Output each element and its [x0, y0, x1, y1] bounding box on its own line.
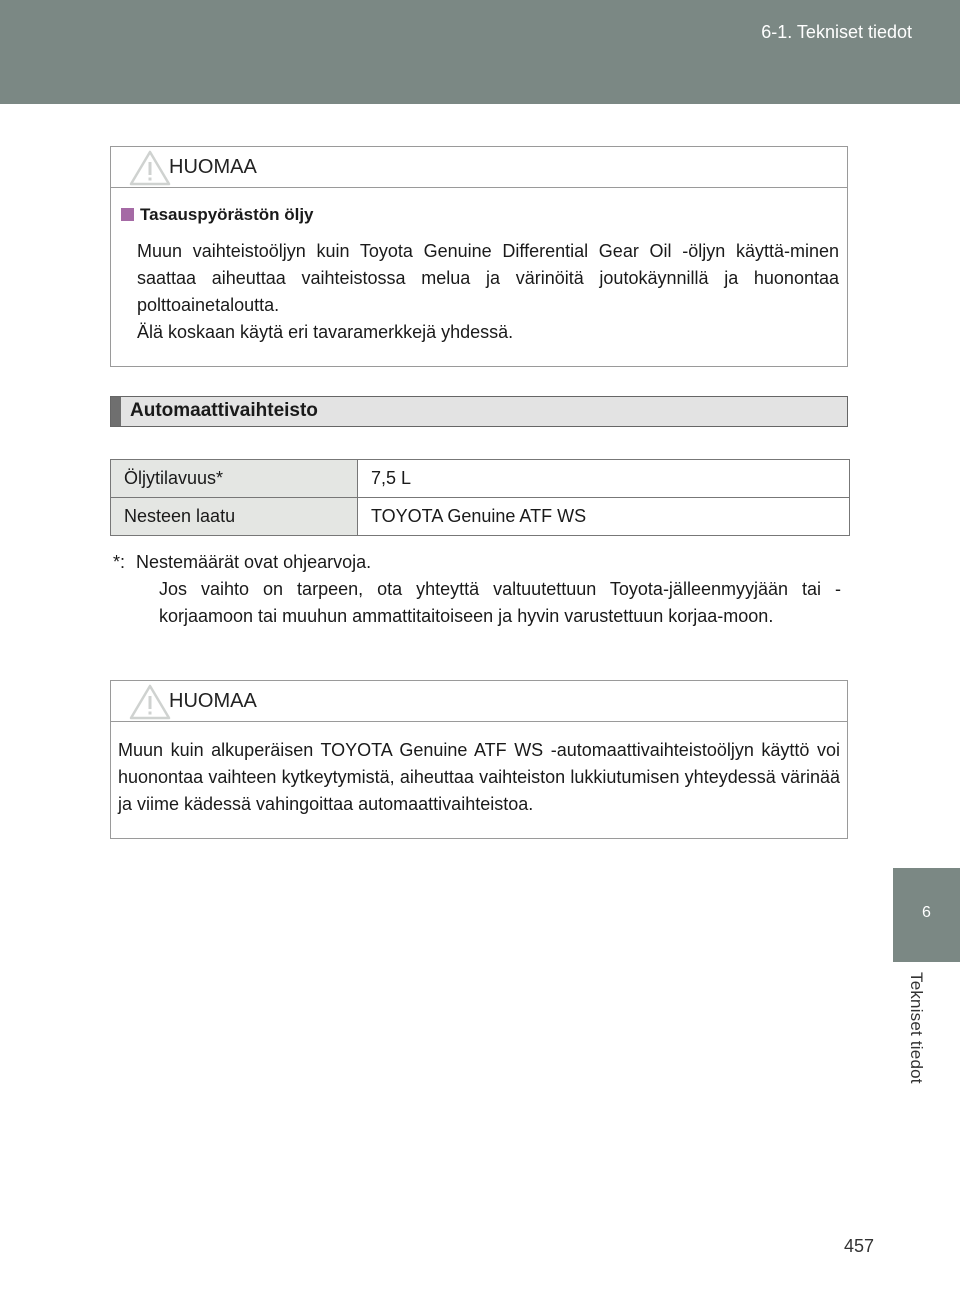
table-cell-label: Nesteen laatu — [111, 498, 358, 536]
notice-box-atf — [110, 680, 848, 839]
heading-stripe — [111, 397, 121, 426]
notice-header — [111, 681, 847, 722]
header-bar — [0, 0, 960, 104]
section-heading — [110, 396, 848, 427]
notice-paragraph: Muun vaihteistoöljyn kuin Toyota Genuine Differential Gear Oil -öljyn käyttä-minen saattaa aiheuttaa vaihteistossa melua ja värinöitä joutokäynnillä ja huonontaa polttoainetaloutta. — [137, 241, 839, 315]
bullet-square-icon — [121, 208, 134, 221]
warning-triangle-icon — [129, 150, 171, 186]
table-row — [111, 498, 850, 536]
notice-title: HUOMAA — [169, 156, 257, 178]
footnote-mark: *: — [113, 552, 126, 572]
table-cell-label: Öljytilavuus* — [111, 460, 358, 498]
section-heading-text: Automaattivaihteisto — [130, 400, 318, 421]
chapter-number: 6 — [922, 904, 931, 921]
notice-paragraph-2: Älä koskaan käytä eri tavaramerkkejä yhdessä. — [137, 322, 514, 342]
footnote-text: Jos vaihto on tarpeen, ota yhteyttä valtuutettuun Toyota-jälleenmyyjään tai -korjaamoon tai muuhun ammattitaitoiseen ja hyvin varustettuun korjaa-moon. — [159, 579, 841, 626]
table-cell-value: 7,5 L — [358, 460, 850, 498]
notice-title: HUOMAA — [169, 690, 257, 712]
page-number: 457 — [844, 1236, 875, 1256]
table-cell-value: TOYOTA Genuine ATF WS — [358, 498, 850, 536]
bullet-heading — [121, 205, 314, 225]
warning-triangle-icon — [129, 684, 171, 720]
section-breadcrumb: 6-1. Tekniset tiedot — [761, 22, 912, 42]
notice-header — [111, 147, 847, 188]
table-row — [111, 460, 850, 498]
chapter-label: Tekniset tiedot — [907, 972, 926, 1084]
bullet-heading-text: Tasauspyörästön öljy — [140, 205, 314, 224]
chapter-tab[interactable] — [893, 868, 960, 962]
notice-paragraph: Muun kuin alkuperäisen TOYOTA Genuine ATF WS -automaattivaihteistoöljyn käyttö voi huonontaa vaihteen kytkeytymistä, aiheuttaa vaihteiston lukkiutumisen yhteydessä värinää ja viime kädessä vahingoittaa automaattivaihteistoa. — [118, 740, 840, 814]
notice-box-differential — [110, 146, 848, 367]
footnote — [113, 549, 841, 630]
footnote-line: Nestemäärät ovat ohjearvoja. — [136, 552, 372, 572]
spec-table — [110, 459, 850, 536]
